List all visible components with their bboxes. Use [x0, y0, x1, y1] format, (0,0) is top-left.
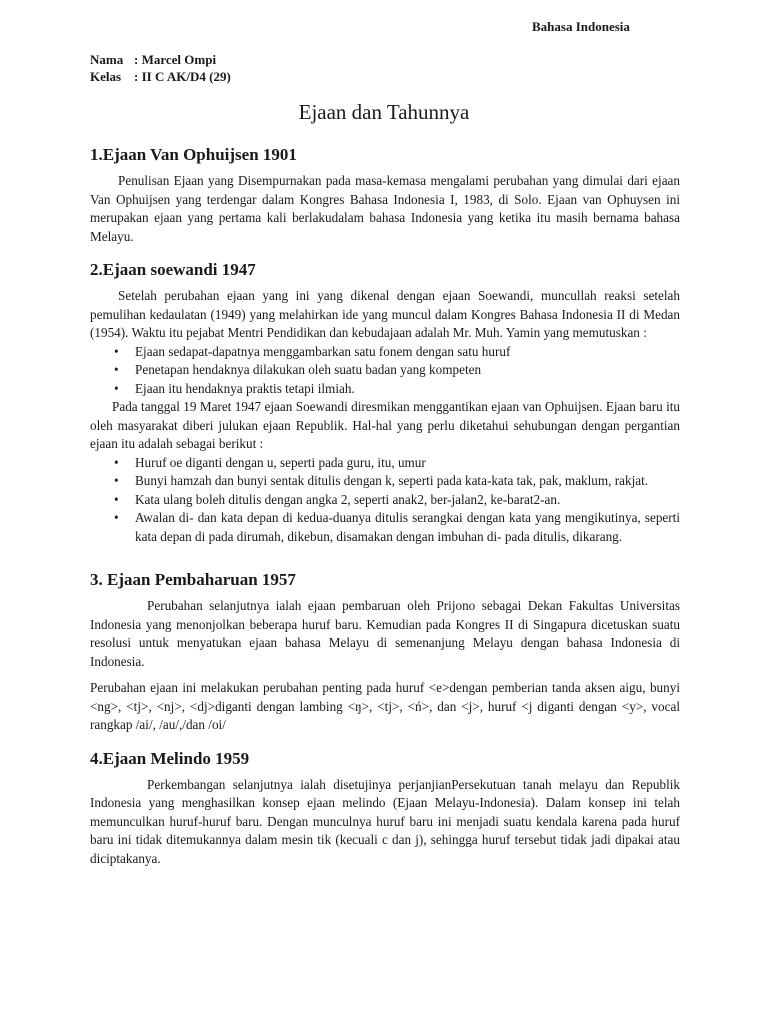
section-4-heading: 4.Ejaan Melindo 1959 — [90, 748, 250, 768]
section-4 — [90, 749, 680, 869]
section-3-paragraph-1: Perubahan selanjutnya ialah ejaan pembaruan oleh Prijono sebagai Dekan Fakultas Universitas Indonesia yang menonjolkan beberapa huruf baru. Kemudian pada Kongres II di Singapura dicetuskan suatu resolusi untuk menyatukan ejaan bahasa Melayu di semenanjung Melayu dengan bahasa Indonesia di Indonesia. — [90, 598, 680, 669]
list-item: • Awalan di- dan kata depan di kedua-duanya ditulis serangkai dengan kata yang mengikutinya, seperti kata depan di pada dirumah, dikebun, disamakan dengan imbuhan di- pada ditulis, dikarang. — [90, 509, 680, 546]
document-title: Ejaan dan Tahunnya — [298, 100, 470, 124]
name-label: Nama — [90, 52, 124, 67]
section-3-paragraph-2: Perubahan ejaan ini melakukan perubahan penting pada huruf <e>dengan pemberian tanda aksen aigu, bunyi <ng>, <tj>, <nj>, <dj>diganti dengan lambing <ŋ>, <tj>, <ń>, dan <j>, huruf <j diganti dengan <y>, vocal rangkap /ai/, /au/,/dan /oi/ — [90, 680, 680, 732]
list-item: • Ejaan sedapat-dapatnya menggambarkan satu fonem dengan satu huruf — [90, 343, 680, 362]
section-2 — [90, 260, 680, 546]
class-row — [90, 68, 231, 85]
section-2-list-2 — [90, 454, 680, 547]
section-3-heading: 3. Ejaan Pembaharuan 1957 — [90, 570, 296, 589]
section-2-heading: 2.Ejaan soewandi 1947 — [90, 260, 256, 279]
list-item: • Bunyi hamzah dan bunyi sentak ditulis dengan k, seperti pada kata-kata tak, pak, maklum, rakjat. — [90, 472, 680, 491]
name-value: : Marcel Ompi — [134, 52, 217, 67]
section-1 — [90, 145, 680, 246]
student-info — [90, 51, 231, 85]
section-2-list-1 — [90, 343, 680, 399]
class-label: Kelas — [90, 69, 122, 84]
section-2-paragraph-2: Pada tanggal 19 Maret 1947 ejaan Soewandi diresmikan menggantikan ejaan van Ophuijsen. Ejaan baru itu oleh masyarakat diberi julukan ejaan Republik. Hal-hal yang perlu diketahui sehubungan dengan pergantian ejaan itu adalah sebagai berikut : — [90, 399, 680, 451]
list-item: • Kata ulang boleh ditulis dengan angka 2, seperti anak2, ber-jalan2, ke-barat2-an. — [90, 491, 680, 510]
header-subject: Bahasa Indonesia — [532, 19, 630, 34]
section-2-paragraph-1: Setelah perubahan ejaan yang ini yang dikenal dengan ejaan Soewandi, muncullah reaksi setelah pemulihan kedaulatan (1949) yang melahirkan ide yang muncul dalam Kongres Bahasa Indonesia II di Medan (1954). Waktu itu pejabat Mentri Pendidikan dan kebudajaan adalah Mr. Muh. Yamin yang memutuskan : — [90, 288, 680, 340]
name-row — [90, 51, 231, 68]
list-item: • Ejaan itu hendaknya praktis tetapi ilmiah. — [90, 380, 680, 399]
section-3 — [90, 570, 680, 735]
section-1-paragraph: Penulisan Ejaan yang Disempurnakan pada masa-kemasa mengalami perubahan yang dimulai dari ejaan Van Ophuijsen yang terdengar dalam Kongres Bahasa Indonesia I, 1983, di Solo. Ejaan van Ophuysen ini merupakan ejaan yang pertama kali berlakudalam bahasa Indonesia yang ketika itu masih bernama bahasa Melayu. — [90, 173, 680, 244]
list-item: • Penetapan hendaknya dilakukan oleh suatu badan yang kompeten — [90, 361, 680, 380]
list-item: • Huruf oe diganti dengan u, seperti pada guru, itu, umur — [90, 454, 680, 473]
class-value: : II C AK/D4 (29) — [134, 69, 231, 84]
document-body — [90, 145, 680, 882]
section-1-heading: 1.Ejaan Van Ophuijsen 1901 — [90, 145, 297, 164]
section-4-paragraph: Perkembangan selanjutnya ialah disetujinya perjanjianPersekutuan tanah melayu dan Republik Indonesia yang menghasilkan konsep ejaan melindo (Ejaan Melayu-Indonesia). Dalam konsep ini telah memunculkan huruf-huruf baru. Dengan munculnya huruf baru ini menjadi suatu kendala karena pada huruf baru ini tidak ditemukannya dalam mesin tik (kecuali c dan j), sehingga huruf tersebut tidak jadi dipakai atau diciptakanya. — [90, 776, 680, 866]
